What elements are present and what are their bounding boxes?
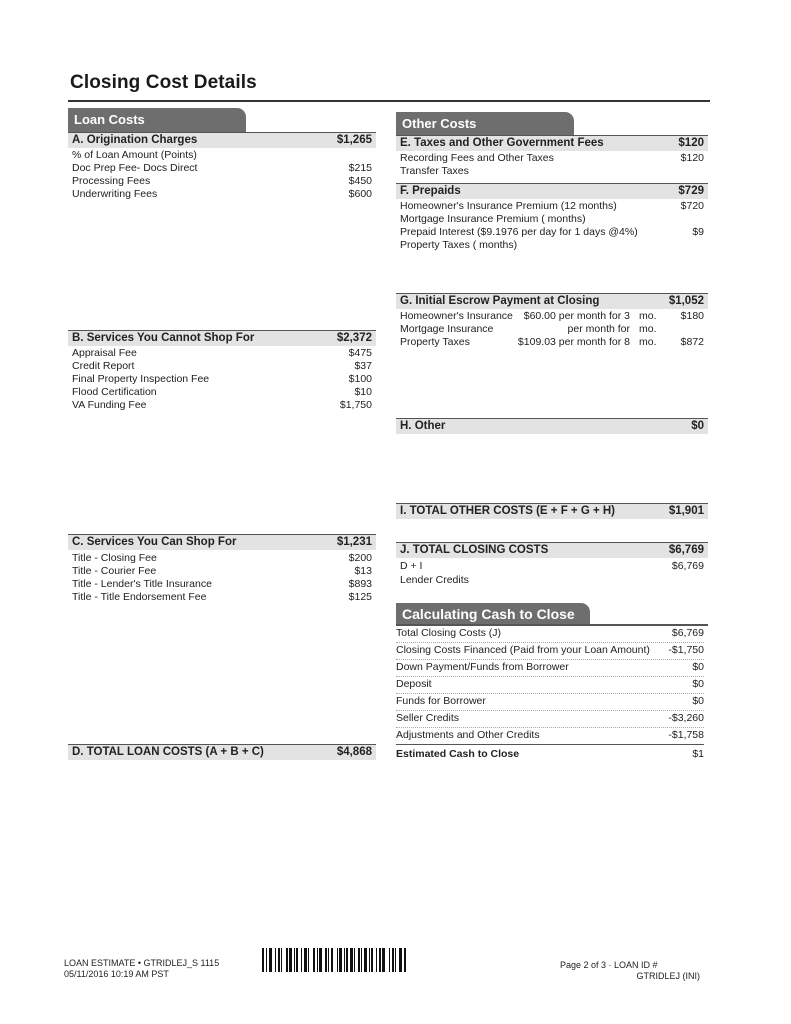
- estimated-cash-to-close-label: Estimated Cash to Close: [396, 748, 520, 760]
- list-item: Property Taxes $109.03 per month for 8 mo. $872: [400, 336, 704, 348]
- taxes-label: E. Taxes and Other Government Fees: [400, 137, 604, 149]
- list-item: Underwriting Fees $600: [72, 188, 372, 200]
- footer-right: [560, 960, 700, 982]
- origination-charges-amount: $1,265: [336, 134, 372, 146]
- table-row: Down Payment/Funds from Borrower $0: [396, 659, 704, 677]
- cannot-shop-header: [68, 330, 376, 346]
- list-item: Flood Certification $10: [72, 386, 372, 398]
- taxes-amount: $120: [678, 137, 704, 149]
- table-row: Seller Credits -$3,260: [396, 710, 704, 728]
- list-item: Title - Title Endorsement Fee $125: [72, 591, 372, 603]
- taxes-header: [396, 135, 708, 151]
- footer-left: [64, 958, 219, 980]
- table-row: Adjustments and Other Credits -$1,758: [396, 727, 704, 745]
- total-other-costs-row: [396, 503, 708, 519]
- list-item: Recording Fees and Other Taxes $120: [400, 152, 704, 164]
- prepaids-label: F. Prepaids: [400, 185, 461, 197]
- table-row: Total Closing Costs (J) $6,769: [396, 625, 704, 643]
- estimated-cash-to-close-amount: $1: [692, 748, 704, 760]
- list-item: Title - Lender's Title Insurance $893: [72, 578, 372, 590]
- total-loan-costs-label: D. TOTAL LOAN COSTS (A + B + C): [72, 746, 264, 758]
- escrow-label: G. Initial Escrow Payment at Closing: [400, 295, 600, 307]
- total-other-costs-label: I. TOTAL OTHER COSTS (E + F + G + H): [400, 505, 616, 517]
- list-item: Homeowner's Insurance $60.00 per month for 3 mo. $180: [400, 310, 704, 322]
- can-shop-label: C. Services You Can Shop For: [72, 536, 237, 548]
- page-title: Closing Cost Details: [70, 72, 257, 93]
- list-item: D + I $6,769: [400, 560, 704, 572]
- total-loan-costs-amount: $4,868: [336, 746, 372, 758]
- total-other-costs-amount: $1,901: [668, 505, 704, 517]
- total-closing-costs-header: [396, 542, 708, 558]
- cannot-shop-amount: $2,372: [336, 332, 372, 344]
- list-item: Appraisal Fee $475: [72, 347, 372, 359]
- escrow-amount: $1,052: [668, 295, 704, 307]
- list-item: Title - Closing Fee $200: [72, 552, 372, 564]
- origination-charges-header: [68, 132, 376, 148]
- cash-to-close-tab: Calculating Cash to Close: [396, 603, 590, 625]
- table-row: Funds for Borrower $0: [396, 693, 704, 711]
- footer-page-number: Page 2 of 3 · LOAN ID #: [560, 960, 658, 970]
- escrow-header: [396, 293, 708, 309]
- title-divider: [68, 100, 710, 102]
- list-item: VA Funding Fee $1,750: [72, 399, 372, 411]
- table-row: Deposit $0: [396, 676, 704, 694]
- list-item: Homeowner's Insurance Premium (12 months) $720: [400, 200, 704, 212]
- total-closing-costs-label: J. TOTAL CLOSING COSTS: [400, 544, 549, 556]
- table-row: Closing Costs Financed (Paid from your Loan Amount) -$1,750: [396, 642, 704, 660]
- total-closing-costs-amount: $6,769: [668, 544, 704, 556]
- list-item: Transfer Taxes: [400, 165, 469, 177]
- estimated-cash-to-close-row: [396, 746, 704, 763]
- list-item: Credit Report $37: [72, 360, 372, 372]
- list-item: Final Property Inspection Fee $100: [72, 373, 372, 385]
- cannot-shop-label: B. Services You Cannot Shop For: [72, 332, 255, 344]
- list-item: % of Loan Amount (Points): [72, 149, 197, 161]
- footer-loan-id: GTRIDLEJ (INI): [636, 971, 700, 981]
- footer-loan-estimate: LOAN ESTIMATE • GTRIDLEJ_S 1115: [64, 958, 220, 968]
- can-shop-amount: $1,231: [336, 536, 372, 548]
- list-item: Doc Prep Fee- Docs Direct $215: [72, 162, 372, 174]
- origination-charges-label: A. Origination Charges: [72, 134, 198, 146]
- other-costs-tab: Other Costs: [396, 112, 574, 136]
- list-item: Mortgage Insurance Premium ( months): [400, 213, 586, 225]
- footer-timestamp: 05/11/2016 10:19 AM PST: [64, 969, 169, 979]
- list-item: Prepaid Interest ($9.1976 per day for 1 days @4%) $9: [400, 226, 704, 238]
- list-item: Property Taxes ( months): [400, 239, 518, 251]
- other-label: H. Other: [400, 420, 446, 432]
- total-loan-costs-row: [68, 744, 376, 760]
- loan-costs-tab: Loan Costs: [68, 108, 246, 132]
- list-item: Processing Fees $450: [72, 175, 372, 187]
- other-header: [396, 418, 708, 434]
- prepaids-header: [396, 183, 708, 199]
- other-amount: $0: [691, 420, 704, 432]
- can-shop-header: [68, 534, 376, 550]
- list-item: Title - Courier Fee $13: [72, 565, 372, 577]
- prepaids-amount: $729: [678, 185, 704, 197]
- barcode: [262, 948, 406, 972]
- list-item: Mortgage Insurance per month for mo.: [400, 323, 657, 335]
- list-item: Lender Credits: [400, 574, 469, 586]
